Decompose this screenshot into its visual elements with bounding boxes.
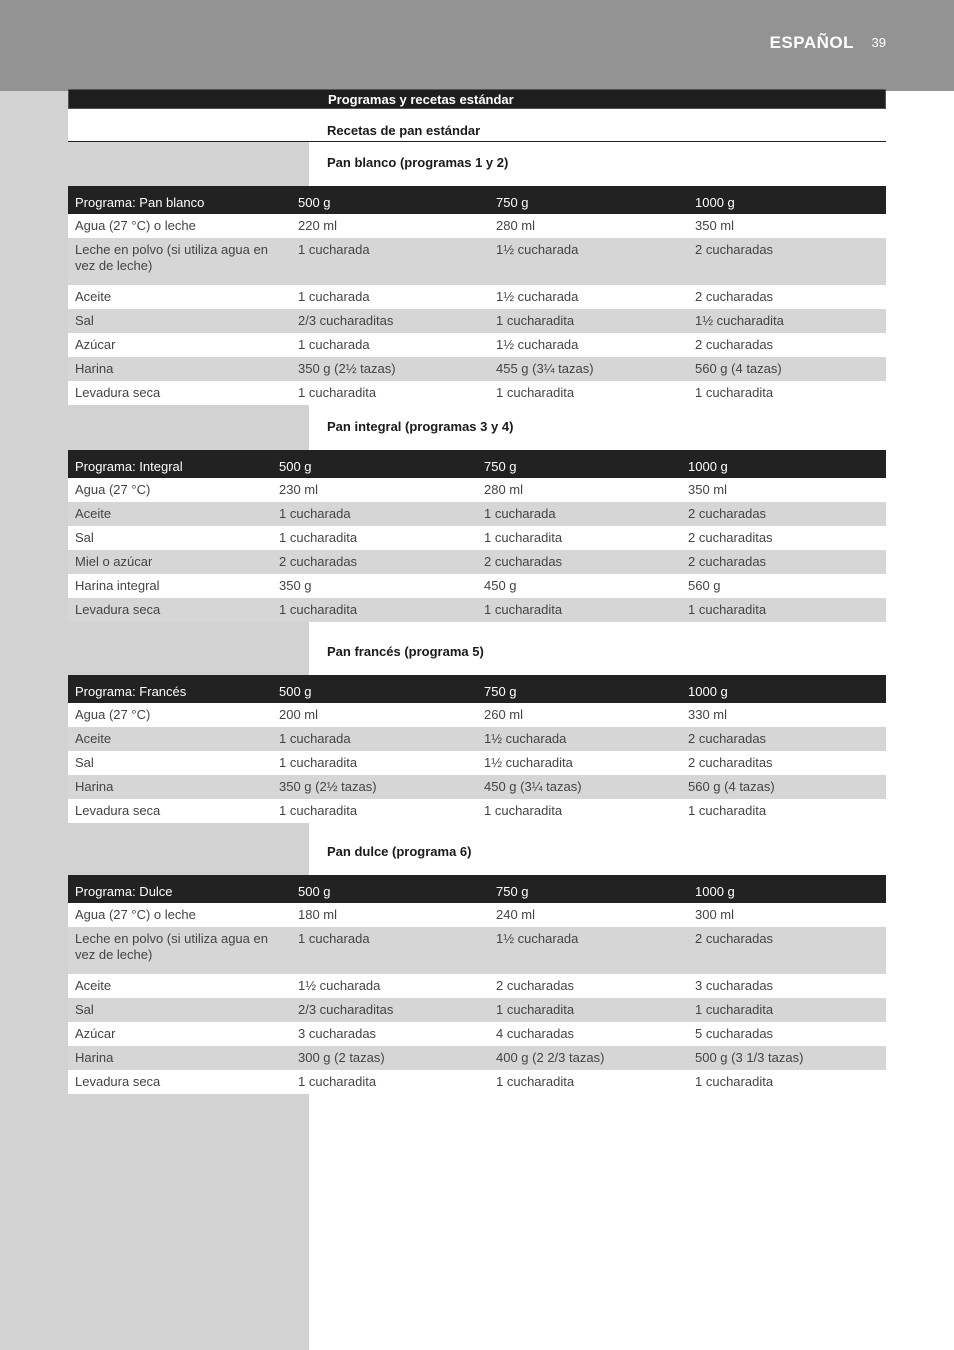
table-cell: Levadura seca bbox=[75, 385, 161, 400]
table-cell: Miel o azúcar bbox=[75, 554, 153, 569]
recipe-table-pan-integral bbox=[68, 450, 886, 622]
table-cell: 450 g (3¼ tazas) bbox=[484, 779, 582, 794]
table-header-row bbox=[68, 450, 886, 478]
table-cell: 240 ml bbox=[496, 907, 536, 922]
table-row bbox=[68, 309, 886, 333]
recipe-table-pan-blanco bbox=[68, 186, 886, 405]
table-cell: 350 ml bbox=[695, 218, 735, 233]
table-cell: 350 g (2½ tazas) bbox=[298, 361, 396, 376]
table-row bbox=[68, 550, 886, 574]
table-cell: 280 ml bbox=[496, 218, 536, 233]
table-cell: 1 cucharadita bbox=[484, 530, 563, 545]
table-cell: 300 g (2 tazas) bbox=[298, 1050, 385, 1065]
table-cell: Aceite bbox=[75, 506, 112, 521]
table-row bbox=[68, 974, 886, 998]
table-cell: 2 cucharadas bbox=[484, 554, 563, 569]
table-cell: 1 cucharadita bbox=[484, 602, 563, 617]
table-row bbox=[68, 598, 886, 622]
table-row bbox=[68, 703, 886, 727]
table-cell: Sal bbox=[75, 313, 94, 328]
table-cell: 2 cucharaditas bbox=[688, 530, 773, 545]
table-cell: 1½ cucharadita bbox=[484, 755, 573, 770]
table-cell: Sal bbox=[75, 530, 94, 545]
header-cell: 500 g bbox=[291, 875, 489, 903]
table-cell: 1 cucharadita bbox=[695, 1002, 774, 1017]
table-cell: 1 cucharadita bbox=[695, 385, 774, 400]
table-cell: 1½ cucharada bbox=[496, 931, 579, 946]
table-cell: 2/3 cucharaditas bbox=[298, 1002, 394, 1017]
table-cell: 2 cucharadas bbox=[688, 731, 767, 746]
table-cell: 1 cucharada bbox=[298, 289, 370, 304]
table-cell: Agua (27 °C) bbox=[75, 707, 151, 722]
table-cell: 560 g bbox=[688, 578, 721, 593]
table-row bbox=[68, 357, 886, 381]
table-cell: Aceite bbox=[75, 289, 112, 304]
table-cell: 1½ cucharada bbox=[496, 337, 579, 352]
table-cell: 3 cucharadas bbox=[298, 1026, 377, 1041]
table-cell: 200 ml bbox=[279, 707, 319, 722]
table-cell: 5 cucharadas bbox=[695, 1026, 774, 1041]
table-cell: 330 ml bbox=[688, 707, 728, 722]
header-cell: Programa: Pan blanco bbox=[68, 186, 291, 214]
table-cell: 2 cucharadas bbox=[496, 978, 575, 993]
table-cell: 1 cucharadita bbox=[279, 755, 358, 770]
table-row bbox=[68, 751, 886, 775]
table-row bbox=[68, 381, 886, 405]
table-cell: 1½ cucharada bbox=[496, 242, 579, 257]
table-cell: 4 cucharadas bbox=[496, 1026, 575, 1041]
header-cell: 750 g bbox=[477, 450, 681, 478]
table-cell: 1½ cucharada bbox=[496, 289, 579, 304]
subtitle-strip bbox=[68, 109, 309, 141]
table-cell: 1 cucharada bbox=[298, 242, 370, 257]
table-cell: 1 cucharadita bbox=[695, 1074, 774, 1089]
table-cell: 220 ml bbox=[298, 218, 338, 233]
table-row bbox=[68, 799, 886, 823]
table-cell: 1 cucharadita bbox=[496, 385, 575, 400]
table-cell: Azúcar bbox=[75, 337, 116, 352]
table-cell: 2 cucharadas bbox=[695, 931, 774, 946]
table-cell: Harina integral bbox=[75, 578, 160, 593]
table-row bbox=[68, 927, 886, 974]
subtitle-rule bbox=[68, 141, 886, 142]
table-cell: Agua (27 °C) o leche bbox=[75, 907, 196, 922]
table-cell: 1½ cucharada bbox=[298, 978, 381, 993]
table-cell: 350 ml bbox=[688, 482, 728, 497]
table-cell: Levadura seca bbox=[75, 1074, 161, 1089]
table-cell: 1 cucharada bbox=[298, 337, 370, 352]
table-row bbox=[68, 1022, 886, 1046]
recipe-table-pan-dulce bbox=[68, 875, 886, 1094]
table-row bbox=[68, 903, 886, 927]
table-row bbox=[68, 478, 886, 502]
table-row bbox=[68, 574, 886, 598]
page-header-band bbox=[0, 0, 954, 91]
table-header-row bbox=[68, 875, 886, 903]
table-cell: 2 cucharadas bbox=[695, 289, 774, 304]
table-row bbox=[68, 333, 886, 357]
table-cell: 2 cucharadas bbox=[279, 554, 358, 569]
table-cell: 560 g (4 tazas) bbox=[695, 361, 782, 376]
section-title: Programas y recetas estándar bbox=[328, 92, 514, 107]
table-cell: 1½ cucharada bbox=[484, 731, 567, 746]
table-title-pan-dulce: Pan dulce (programa 6) bbox=[327, 844, 472, 859]
table-cell: 1 cucharadita bbox=[496, 1002, 575, 1017]
table-cell: 1 cucharadita bbox=[298, 1074, 377, 1089]
table-title-pan-frances: Pan francés (programa 5) bbox=[327, 644, 484, 659]
table-cell: 180 ml bbox=[298, 907, 338, 922]
header-cell: 1000 g bbox=[688, 875, 886, 903]
table-cell: 1 cucharadita bbox=[688, 803, 767, 818]
table-row bbox=[68, 214, 886, 238]
table-cell: 300 ml bbox=[695, 907, 735, 922]
header-cell: Programa: Integral bbox=[68, 450, 272, 478]
table-cell: 2 cucharadas bbox=[688, 506, 767, 521]
header-cell: Programa: Francés bbox=[68, 675, 272, 703]
table-cell: Agua (27 °C) bbox=[75, 482, 151, 497]
header-cell: 750 g bbox=[477, 675, 681, 703]
table-header-row bbox=[68, 675, 886, 703]
recipe-table-pan-frances bbox=[68, 675, 886, 823]
header-cell: 1000 g bbox=[681, 675, 886, 703]
table-row bbox=[68, 1070, 886, 1094]
table-cell: 1 cucharada bbox=[298, 931, 370, 946]
table-cell: Azúcar bbox=[75, 1026, 116, 1041]
table-cell: Agua (27 °C) o leche bbox=[75, 218, 196, 233]
header-cell: 1000 g bbox=[681, 450, 886, 478]
table-row bbox=[68, 285, 886, 309]
table-cell: 260 ml bbox=[484, 707, 524, 722]
table-row bbox=[68, 1046, 886, 1070]
page-number: 39 bbox=[871, 35, 886, 50]
table-cell: Sal bbox=[75, 755, 94, 770]
table-cell: 3 cucharadas bbox=[695, 978, 774, 993]
table-header-row bbox=[68, 186, 886, 214]
table-row bbox=[68, 727, 886, 751]
table-cell: 2 cucharaditas bbox=[688, 755, 773, 770]
section-title-bar bbox=[68, 89, 886, 109]
table-cell: 1 cucharada bbox=[279, 731, 351, 746]
header-cell: 500 g bbox=[272, 675, 477, 703]
table-row bbox=[68, 238, 886, 285]
table-row bbox=[68, 998, 886, 1022]
header-cell: 1000 g bbox=[688, 186, 886, 214]
table-cell: 230 ml bbox=[279, 482, 319, 497]
table-cell: 1 cucharadita bbox=[298, 385, 377, 400]
table-cell: 2 cucharadas bbox=[688, 554, 767, 569]
table-cell: Harina bbox=[75, 1050, 114, 1065]
table-cell: 1 cucharadita bbox=[279, 602, 358, 617]
table-cell: 2/3 cucharaditas bbox=[298, 313, 394, 328]
table-cell: 350 g (2½ tazas) bbox=[279, 779, 377, 794]
table-cell: 1 cucharadita bbox=[484, 803, 563, 818]
table-cell: Harina bbox=[75, 779, 114, 794]
table-cell: 2 cucharadas bbox=[695, 242, 774, 257]
table-cell: Leche en polvo (si utiliza agua en vez de leche) bbox=[75, 242, 268, 273]
table-cell: 350 g bbox=[279, 578, 312, 593]
subtitle: Recetas de pan estándar bbox=[327, 123, 481, 138]
table-cell: 1 cucharadita bbox=[496, 1074, 575, 1089]
table-cell: Leche en polvo (si utiliza agua en vez de leche) bbox=[75, 931, 268, 962]
table-cell: 1 cucharadita bbox=[279, 530, 358, 545]
table-cell: Sal bbox=[75, 1002, 94, 1017]
table-cell: 2 cucharadas bbox=[695, 337, 774, 352]
header-cell: Programa: Dulce bbox=[68, 875, 291, 903]
table-cell: Aceite bbox=[75, 731, 112, 746]
table-row bbox=[68, 775, 886, 799]
language-label: ESPAÑOL bbox=[769, 33, 854, 52]
table-cell: Levadura seca bbox=[75, 602, 161, 617]
table-cell: 560 g (4 tazas) bbox=[688, 779, 775, 794]
table-cell: 280 ml bbox=[484, 482, 524, 497]
table-row bbox=[68, 502, 886, 526]
table-title-pan-blanco: Pan blanco (programas 1 y 2) bbox=[327, 155, 509, 170]
table-title-pan-integral: Pan integral (programas 3 y 4) bbox=[327, 419, 514, 434]
table-cell: 455 g (3¼ tazas) bbox=[496, 361, 594, 376]
header-cell: 750 g bbox=[489, 186, 688, 214]
table-cell: 1 cucharadita bbox=[279, 803, 358, 818]
table-cell: 500 g (3 1/3 tazas) bbox=[695, 1050, 804, 1065]
table-cell: 1½ cucharadita bbox=[695, 313, 784, 328]
header-cell: 750 g bbox=[489, 875, 688, 903]
table-cell: 1 cucharadita bbox=[688, 602, 767, 617]
header-cell: 500 g bbox=[272, 450, 477, 478]
table-cell: 400 g (2 2/3 tazas) bbox=[496, 1050, 605, 1065]
table-cell: Harina bbox=[75, 361, 114, 376]
table-cell: 1 cucharada bbox=[484, 506, 556, 521]
table-cell: 1 cucharadita bbox=[496, 313, 575, 328]
table-cell: Levadura seca bbox=[75, 803, 161, 818]
table-cell: 1 cucharada bbox=[279, 506, 351, 521]
table-cell: Aceite bbox=[75, 978, 112, 993]
table-cell: 450 g bbox=[484, 578, 517, 593]
table-row bbox=[68, 526, 886, 550]
header-cell: 500 g bbox=[291, 186, 489, 214]
